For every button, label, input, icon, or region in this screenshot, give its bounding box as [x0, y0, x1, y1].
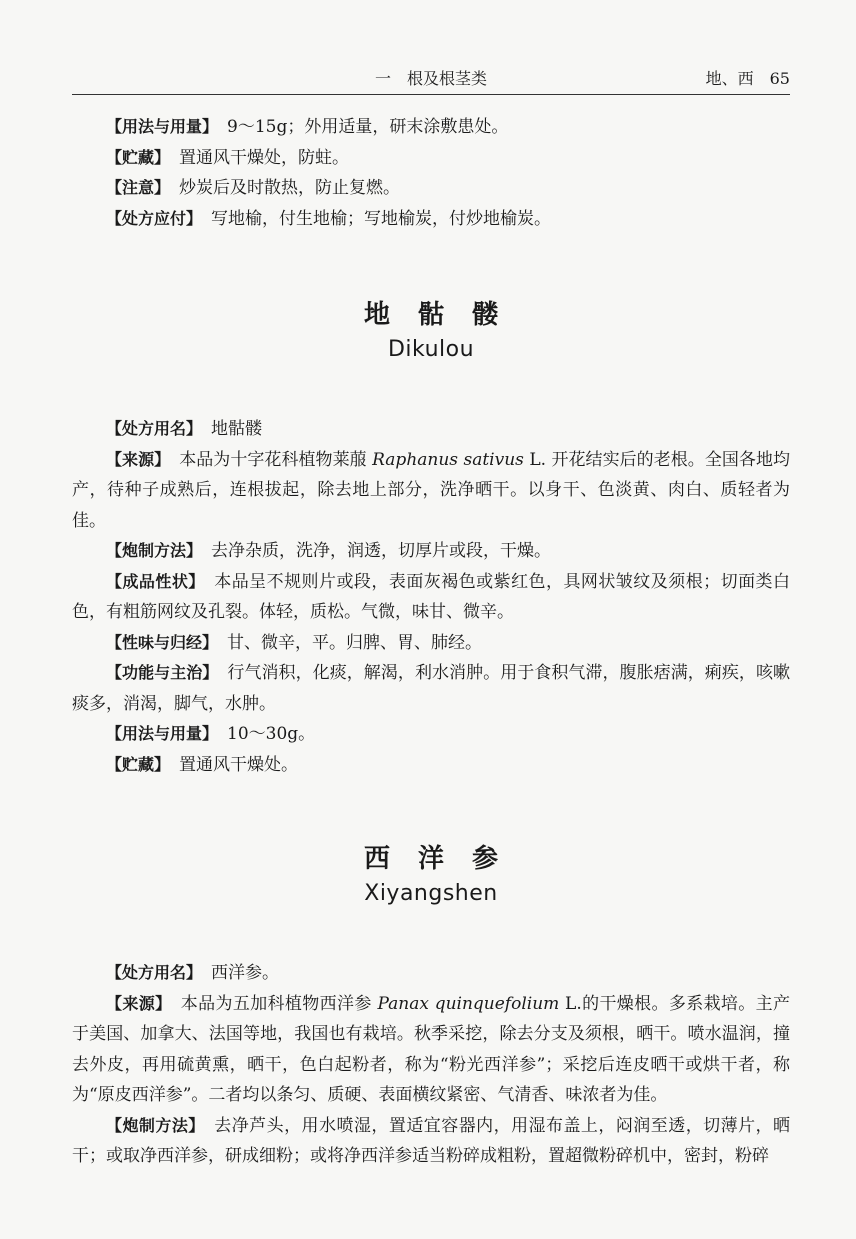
- section-title-xiyangshen: 西洋参: [363, 844, 526, 874]
- running-header: [72, 60, 790, 95]
- entry-label: 【处方用名】: [106, 963, 195, 982]
- section-pinyin-dikulou: Dikulou: [387, 337, 475, 362]
- entry-label: 【处方用名】: [106, 419, 195, 438]
- entry-text: 地骷髅: [194, 419, 263, 439]
- nature-meridian-paragraph: [72, 628, 790, 659]
- entry-label: 【来源】: [106, 993, 164, 1013]
- entry-text: 本品为十字花科植物莱菔: [162, 449, 373, 470]
- source-paragraph: [72, 445, 790, 537]
- entry-text: 写地榆，付生地榆；写地榆炭，付炒地榆炭。: [194, 208, 552, 229]
- entry-text: 去净芦头，用水喷湿，置适宜容器内，用湿布盖上，闷润至透，切薄片，晒干；或取净西洋参，研成细粉；或将净西洋参适当粉碎成粗粉，置超微粉碎机中，密封，粉碎: [72, 1115, 790, 1166]
- entry-label: 【处方应付】: [106, 208, 195, 228]
- entry-text: 本品为五加科植物西洋参: [163, 993, 378, 1014]
- entry-text: 置通风干燥处，防蛀。: [162, 147, 350, 168]
- caution-paragraph: [72, 173, 790, 204]
- processing-paragraph: [72, 1111, 790, 1172]
- usage-dosage-paragraph: [72, 719, 790, 750]
- product-character-paragraph: [72, 567, 790, 628]
- source-paragraph: [72, 989, 790, 1111]
- storage-paragraph: [72, 143, 790, 174]
- entry-label: 【成品性状】: [106, 571, 197, 591]
- dispensing-paragraph: [72, 204, 790, 235]
- usage-dosage-paragraph: [72, 112, 790, 143]
- entry-text: 置通风干燥处。: [162, 754, 299, 775]
- entry-text: 9～15g；外用适量，研末涂敷患处。: [210, 117, 509, 137]
- entry-text: 甘、微辛，平。归脾、胃、肺经。: [210, 632, 483, 653]
- section-title-dikulou: 地骷髅: [363, 300, 526, 330]
- entry-text: 炒炭后及时散热，防止复燃。: [162, 178, 401, 198]
- entry-label: 【用法与用量】: [106, 117, 211, 136]
- entry-text: L. 开花结实后的老根。全国各地均产，待种子成熟后，连根拔起，除去地上部分，洗净晒干。以身干、色淡黄、肉白、质轻者为佳。: [72, 449, 790, 531]
- entry-label: 【来源】: [106, 449, 163, 469]
- entry-label: 【炮制方法】: [106, 541, 195, 560]
- entry-label: 【性味与归经】: [106, 632, 211, 652]
- processing-paragraph: [72, 536, 790, 567]
- entry-label: 【贮藏】: [106, 147, 163, 167]
- entry-text: 10～30g。: [210, 724, 316, 744]
- entry-label: 【炮制方法】: [106, 1115, 197, 1135]
- function-indication-paragraph: [72, 658, 790, 719]
- header-chapter: 一 根及根茎类: [374, 69, 487, 88]
- entry-label: 【注意】: [106, 178, 163, 197]
- entry-text: 行气消积，化痰，解渴，利水消肿。用于食积气滞，腹胀痞满，痢疾，咳嗽痰多，消渴，脚气，水肿。: [72, 663, 790, 714]
- storage-paragraph: [72, 750, 790, 781]
- entry-label: 【用法与用量】: [106, 724, 211, 743]
- entry-text: L.的干燥根。多系栽培。主产于美国、加拿大、法国等地，我国也有栽培。秋季采挖，除去分支及须根，晒干。喷水温润，撞去外皮，再用硫黄熏，晒干，色白起粉者，称为“粉光西洋参”；采挖后连皮晒干或烘干者，称为“原皮西洋参”。二者均以条匀、质硬、表面横纹紧密、气清香、味浓者为佳。: [72, 993, 790, 1105]
- entry-label: 【贮藏】: [106, 754, 163, 774]
- entry-text: 去净杂质，洗净，润透，切厚片或段，干燥。: [194, 541, 552, 561]
- latin-name: Panax quinquefolium: [377, 993, 560, 1014]
- latin-name: Raphanus sativus: [372, 449, 524, 470]
- prescription-name-paragraph: [72, 958, 790, 989]
- section-pinyin-xiyangshen: Xiyangshen: [364, 881, 498, 906]
- entry-text: 本品呈不规则片或段，表面灰褐色或紫红色，具网状皱纹及须根；切面类白色，有粗筋网纹及孔裂。体轻，质松。气微，味甘、微辛。: [72, 571, 790, 622]
- entry-text: 西洋参。: [194, 963, 280, 983]
- header-page-number: 地、西 65: [705, 69, 790, 88]
- entry-label: 【功能与主治】: [106, 663, 211, 682]
- page-content: [72, 112, 790, 1172]
- prescription-name-paragraph: [72, 414, 790, 445]
